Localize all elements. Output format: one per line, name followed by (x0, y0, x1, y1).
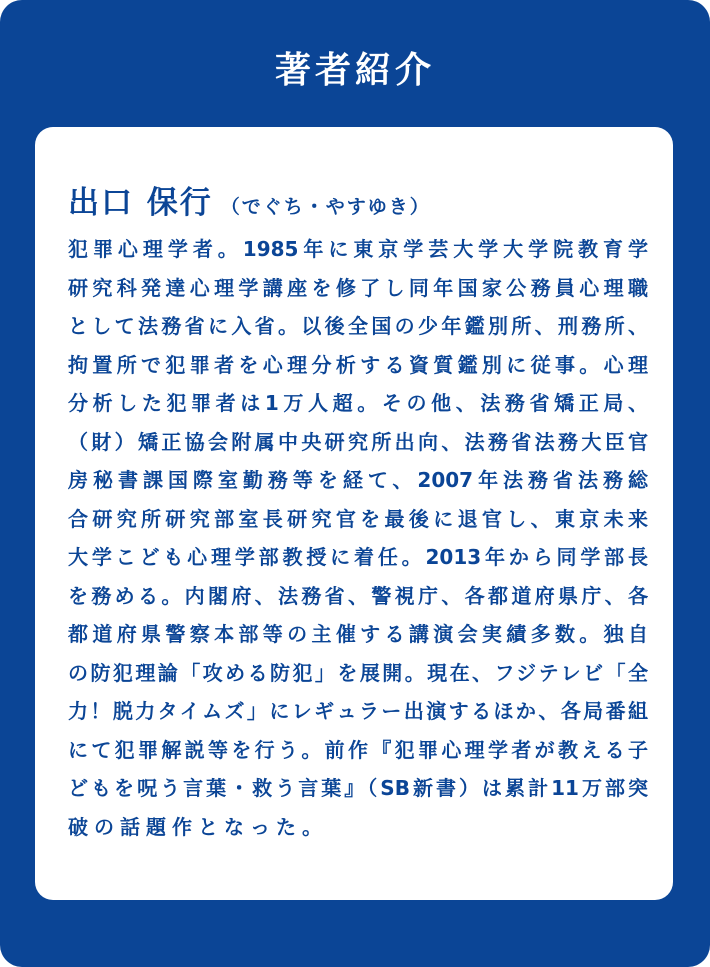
bio-line: として法務省に入省。以後全国の少年鑑別所、刑務所、 (68, 314, 648, 338)
author-name-reading: （でぐち・やすゆき） (220, 196, 431, 218)
bio-line: 力！脱力タイムズ」にレギュラー出演するほか、各局番組 (68, 699, 648, 723)
bio-line: 大学こども心理学部教授に着任。2013年から同学部長 (68, 545, 648, 569)
bio-line: を務める。内閣府、法務省、警視庁、各都道府県庁、各 (68, 583, 648, 608)
author-card (35, 127, 673, 900)
bio-line: 合研究所研究部室長研究官を最後に退官し、東京未来 (68, 506, 648, 531)
section-heading: 著者紹介 (274, 50, 435, 91)
bio-line: 研究科発達心理学講座を修了し同年国家公務員心理職 (68, 275, 648, 300)
author-bio (68, 230, 648, 846)
bio-line: 房秘書課国際室勤務等を経て、2007年法務省法務総 (68, 468, 648, 492)
bio-line: にて犯罪解説等を行う。前作『犯罪心理学者が教える子 (68, 737, 648, 762)
bio-line: 分析した犯罪者は1万人超。その他、法務省矯正局、 (68, 391, 648, 415)
bio-line: 拘置所で犯罪者を心理分析する資質鑑別に従事。心理 (68, 352, 648, 377)
bio-line: 犯罪心理学者。1985年に東京学芸大学大学院教育学 (68, 237, 648, 261)
bio-line: の防犯理論「攻める防犯」を展開。現在、フジテレビ「全 (68, 660, 648, 685)
author-name-row (68, 177, 431, 222)
bio-line: 都道府県警察本部等の主催する講演会実績多数。独自 (68, 622, 648, 646)
bio-line: どもを呪う言葉・救う言葉』（SB新書）は累計11万部突 (68, 776, 648, 800)
author-name: 出口 保行 (68, 185, 213, 221)
bio-line: （財）矯正協会附属中央研究所出向、法務省法務大臣官 (68, 429, 648, 454)
bio-line: 破の話題作となった。 (68, 814, 328, 839)
